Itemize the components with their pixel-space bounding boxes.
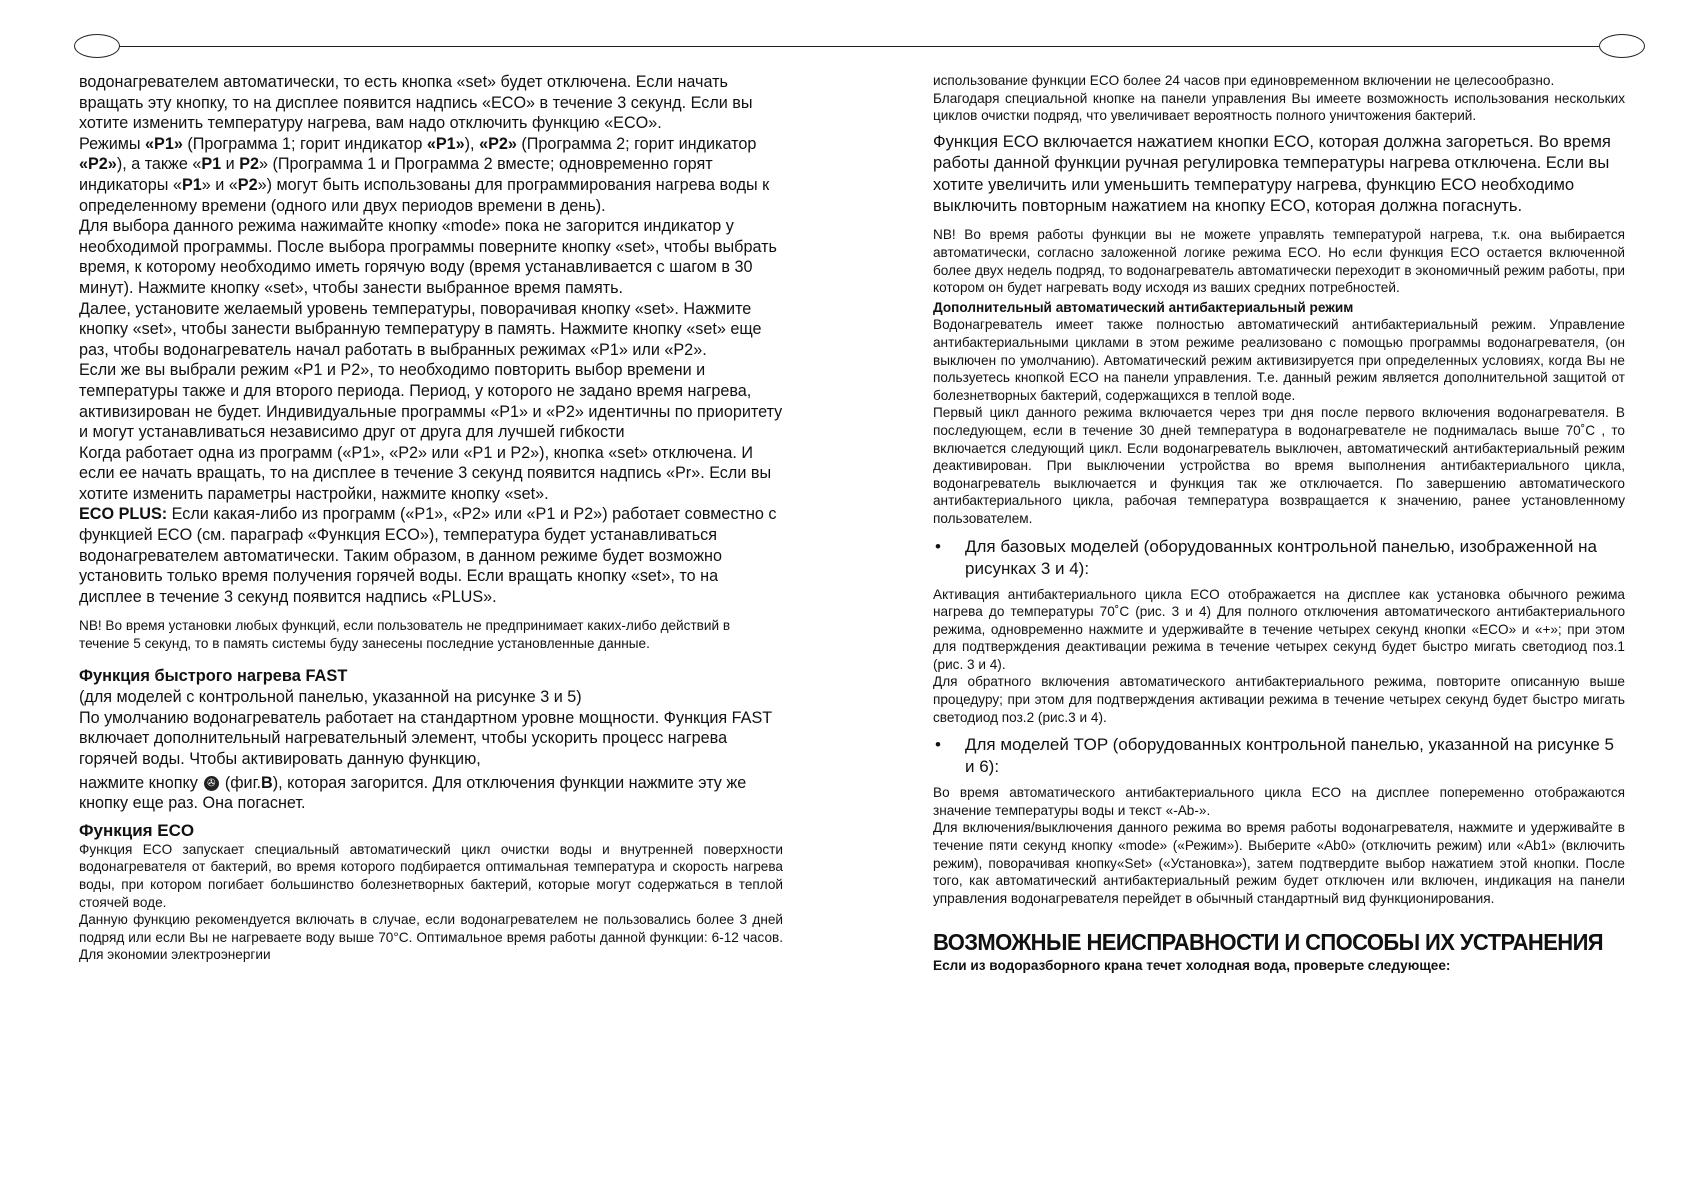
paragraph-eco-desc: Функция ECO запускает специальный автоматический цикл очистки воды и внутренней поверхности водонагревателя от бактерий, во время которого подбирается оптимальная температура и скорость нагрева воды, при котором погибает большинство болезнетворных бактерий, которые могут содержаться в теплой стоячей воде. xyxy=(79,841,783,910)
paragraph-program-running: Когда работает одна из программ («P1», «P2» или «P1 и P2»), кнопка «set» отключена. И если ее начать вращать, то на дисплее в течение 3 секунд появится надпись «Pr». Если вы хотите изменить параметры настройки, нажмите кнопку «set». xyxy=(79,443,772,503)
page-marker-right xyxy=(1599,34,1645,58)
paragraph-programs: Режимы «P1» (Программа 1; горит индикатор «P1»), «P2» (Программа 2; горит индикатор «P2»), а также «P1 и P2» (Программа 1 и Программа 2 вместе; одновременно горят индикаторы «P1» и «P2») могут быть использованы для программирования нагрева воды к определенному времени (одного или двух периодов времени в день). xyxy=(79,134,770,215)
header-rule xyxy=(118,46,1599,47)
paragraph-fast-button: нажмите кнопку ✇ (фиг.B), которая загорится. Для отключения функции нажмите эту же кнопку еще раз. Она погаснет. xyxy=(79,773,747,813)
paragraph-base-activation: Активация антибактериального цикла ECO отображается на дисплее как установка обычного режима нагрева до температуры 70˚С (рис. 3 и 4) Для полного отключения автоматического антибактериального режима, одновременно нажмите и удерживайте в течение четырех секунд кнопки «ECO» и «+»; при этом для подтверждения деактивации режима в течение четырех секунд будет быстро мигать светодиод поз.1 (рис. 3 и 4). xyxy=(933,586,1625,672)
paragraph-top-toggle: Для включения/выключения данного режима во время работы водонагревателя, нажмите и удерживайте в течение пяти секунд кнопку «mode» («Режим»). Выберите «Ab0» (отключить режим) или «Ab1» (включить режим), поворачивая кнопку«Set» («Установка»), затем подтвердите выбор нажатием этой кнопки. После того, как автоматический антибактериальный режим будет отключен или включен, индикация на панели управления водонагревателя перейдет в обычный стандартный вид функционирования. xyxy=(933,820,1625,906)
paragraph-fast-models: (для моделей с контрольной панелью, указанной на рисунке 3 и 5) xyxy=(79,688,582,707)
paragraph-eco-24h: использование функции ECO более 24 часов при единовременном включении не целесообразно. xyxy=(933,73,1555,88)
paragraph-antibacterial-cycle: Первый цикл данного режима включается через три дня после первого включения водонагревателя. В последующем, если в течение 30 дней температура в водонагревателе не поднималась выше 70˚С , то включается следующий цикл. Если водонагреватель выключен, автоматический антибактериальный режим деактивирован. При выключении устройства во время выполнения антибактериального цикла, водонагреватель выключается и функция так же отключается. По завершению автоматического антибактериального цикла, рабочая температура возвращается к значению, ранее установленному пользователем. xyxy=(933,405,1625,526)
paragraph-antibacterial-desc: Водонагреватель имеет также полностью автоматический антибактериальный режим. Управление антибактериальными циклами в этом режиме реализовано с помощью программы водонагревателя, (он выключен по умолчанию). Автоматический режим активизируется при определенных условиях, когда Вы не пользуетесь кнопкой ECO на панели управления. Т.е. данный режим является дополнительной защитой от болезнетворных бактерий, содержащихся в теплой воде. xyxy=(933,317,1625,403)
paragraph-temperature: Далее, установите желаемый уровень температуры, поворачивая кнопку «set». Нажмите кнопку «set», чтобы занести выбранную температуру в память. Нажмите кнопку «set» еще раз, чтобы водонагреватель начал работать в выбранных режимах «P1» или «P2». xyxy=(79,299,762,359)
paragraph-top-display: Во время автоматического антибактериального цикла ECO на дисплее попеременно отображаются значение температуры воды и текст «-Ab-». xyxy=(933,785,1625,818)
paragraph-eco-activate: Функция ECO включается нажатием кнопки ECO, которая должна загореться. Во время работы данной функции ручная регулировка температуры нагрева отключена. Если вы хотите увеличить или уменьшить температуру нагрева, функцию ECO необходимо выключить повторным нажатием на кнопку ECO, которая должна погаснуть. xyxy=(933,131,1611,215)
fan-icon: ✇ xyxy=(204,776,219,791)
heading-antibacterial: Дополнительный автоматический антибактериальный режим xyxy=(933,299,1354,315)
paragraph-eco-plus: ECO PLUS: Если какая-либо из программ («P1», «P2» или «P1 и P2») работает совместно с функцией ECO (см. параграф «Функция ECO»), температура будет устанавливаться водонагревателем автоматически. Таким образом, в данном режиме будет возможно установить только время получения горячей воды. Если вращать кнопку «set», то на дисплее в течение 3 секунд появится надпись «PLUS». xyxy=(79,505,777,606)
heading-eco: Функция ECO xyxy=(79,820,195,840)
paragraph-eco-set: водонагревателем автоматически, то есть кнопка «set» будет отключена. Если начать вращать эту кнопку, то на дисплее появится надпись «ECO» в течение 3 секунд. Если вы хотите изменить температуру нагрева, вам надо отключить функцию «ECO». xyxy=(79,73,753,133)
paragraph-fast-desc: По умолчанию водонагреватель работает на стандартном уровне мощности. Функция FAST включает дополнительный нагревательный элемент, чтобы ускорить процесс нагрева горячей воды. Чтобы активировать данную функцию, xyxy=(79,708,772,769)
subheading-cold-water: Если из водоразборного крана течет холодная вода, проверьте следующее: xyxy=(933,958,1451,974)
bullet-base-models: • Для базовых моделей (оборудованных контрольной панелью, изображенной на рисунках 3 и 4): xyxy=(935,536,1597,578)
note-nb-right: NB! Во время работы функции вы не можете управлять температурой нагрева, т.к. она выбирается автоматически, согласно заложенной логике режима ECO. Но если функция ECO остается включенной более двух недель подряд, то водонагреватель автоматически переходит в экономичный режим работы, при котором он будет нагревать воду исходя из ваших средних потребностей. xyxy=(933,227,1625,296)
heading-fast: Функция быстрого нагрева FAST xyxy=(79,667,348,686)
bullet-top-models: • Для моделей TOP (оборудованных контрольной панелью, указанной на рисунке 5 и 6): xyxy=(935,735,1614,777)
left-column xyxy=(79,72,783,964)
paragraph-eco-cycles: Благодаря специальной кнопке на панели управления Вы имеете возможность использования нескольких циклов очистки подряд, что увеличивает вероятность полного уничтожения бактерий. xyxy=(933,90,1625,124)
paragraph-base-reactivation: Для обратного включения автоматического антибактериального режима, повторите описанную выше процедуру; при этом для подтверждения активации режима в течение четырех секунд будет быстро мигать светодиод поз.2 (рис.3 и 4). xyxy=(933,674,1625,725)
paragraph-p1-p2: Если же вы выбрали режим «P1 и P2», то необходимо повторить выбор времени и температуры также и для второго периода. Период, у которого не задано время нагрева, активизирован не будет. Индивидуальные программы «P1» и «P2» идентичны по приоритету и могут устанавливаться независимо друг от друга для лучшей гибкости xyxy=(79,361,783,442)
paragraph-eco-recommend: Данную функцию рекомендуется включать в случае, если водонагревателем не пользовались более 3 дней подряд или если Вы не нагреваете воду выше 70°С. Оптимальное время работы данной функции: 6-12 часов. Для экономии электроэнергии xyxy=(79,912,783,963)
right-column xyxy=(933,72,1625,975)
heading-troubleshooting: ВОЗМОЖНЫЕ НЕИСПРАВНОСТИ И СПОСОБЫ ИХ УСТРАНЕНИЯ xyxy=(933,929,1603,956)
page-marker-left xyxy=(74,34,120,58)
note-nb-left: NB! Во время установки любых функций, если пользователь не предпринимает каких-либо действий в течение 5 секунд, то в память системы буду занесены последние установленные данные. xyxy=(79,618,731,651)
paragraph-mode-select: Для выбора данного режима нажимайте кнопку «mode» пока не загорится индикатор у необходимой программы. После выбора программы поверните кнопку «set», чтобы выбрать время, к которому необходимо иметь горячую воду (время устанавливается с шагом в 30 минут). Нажмите кнопку «set», чтобы занести выбранное время память. xyxy=(79,217,777,297)
